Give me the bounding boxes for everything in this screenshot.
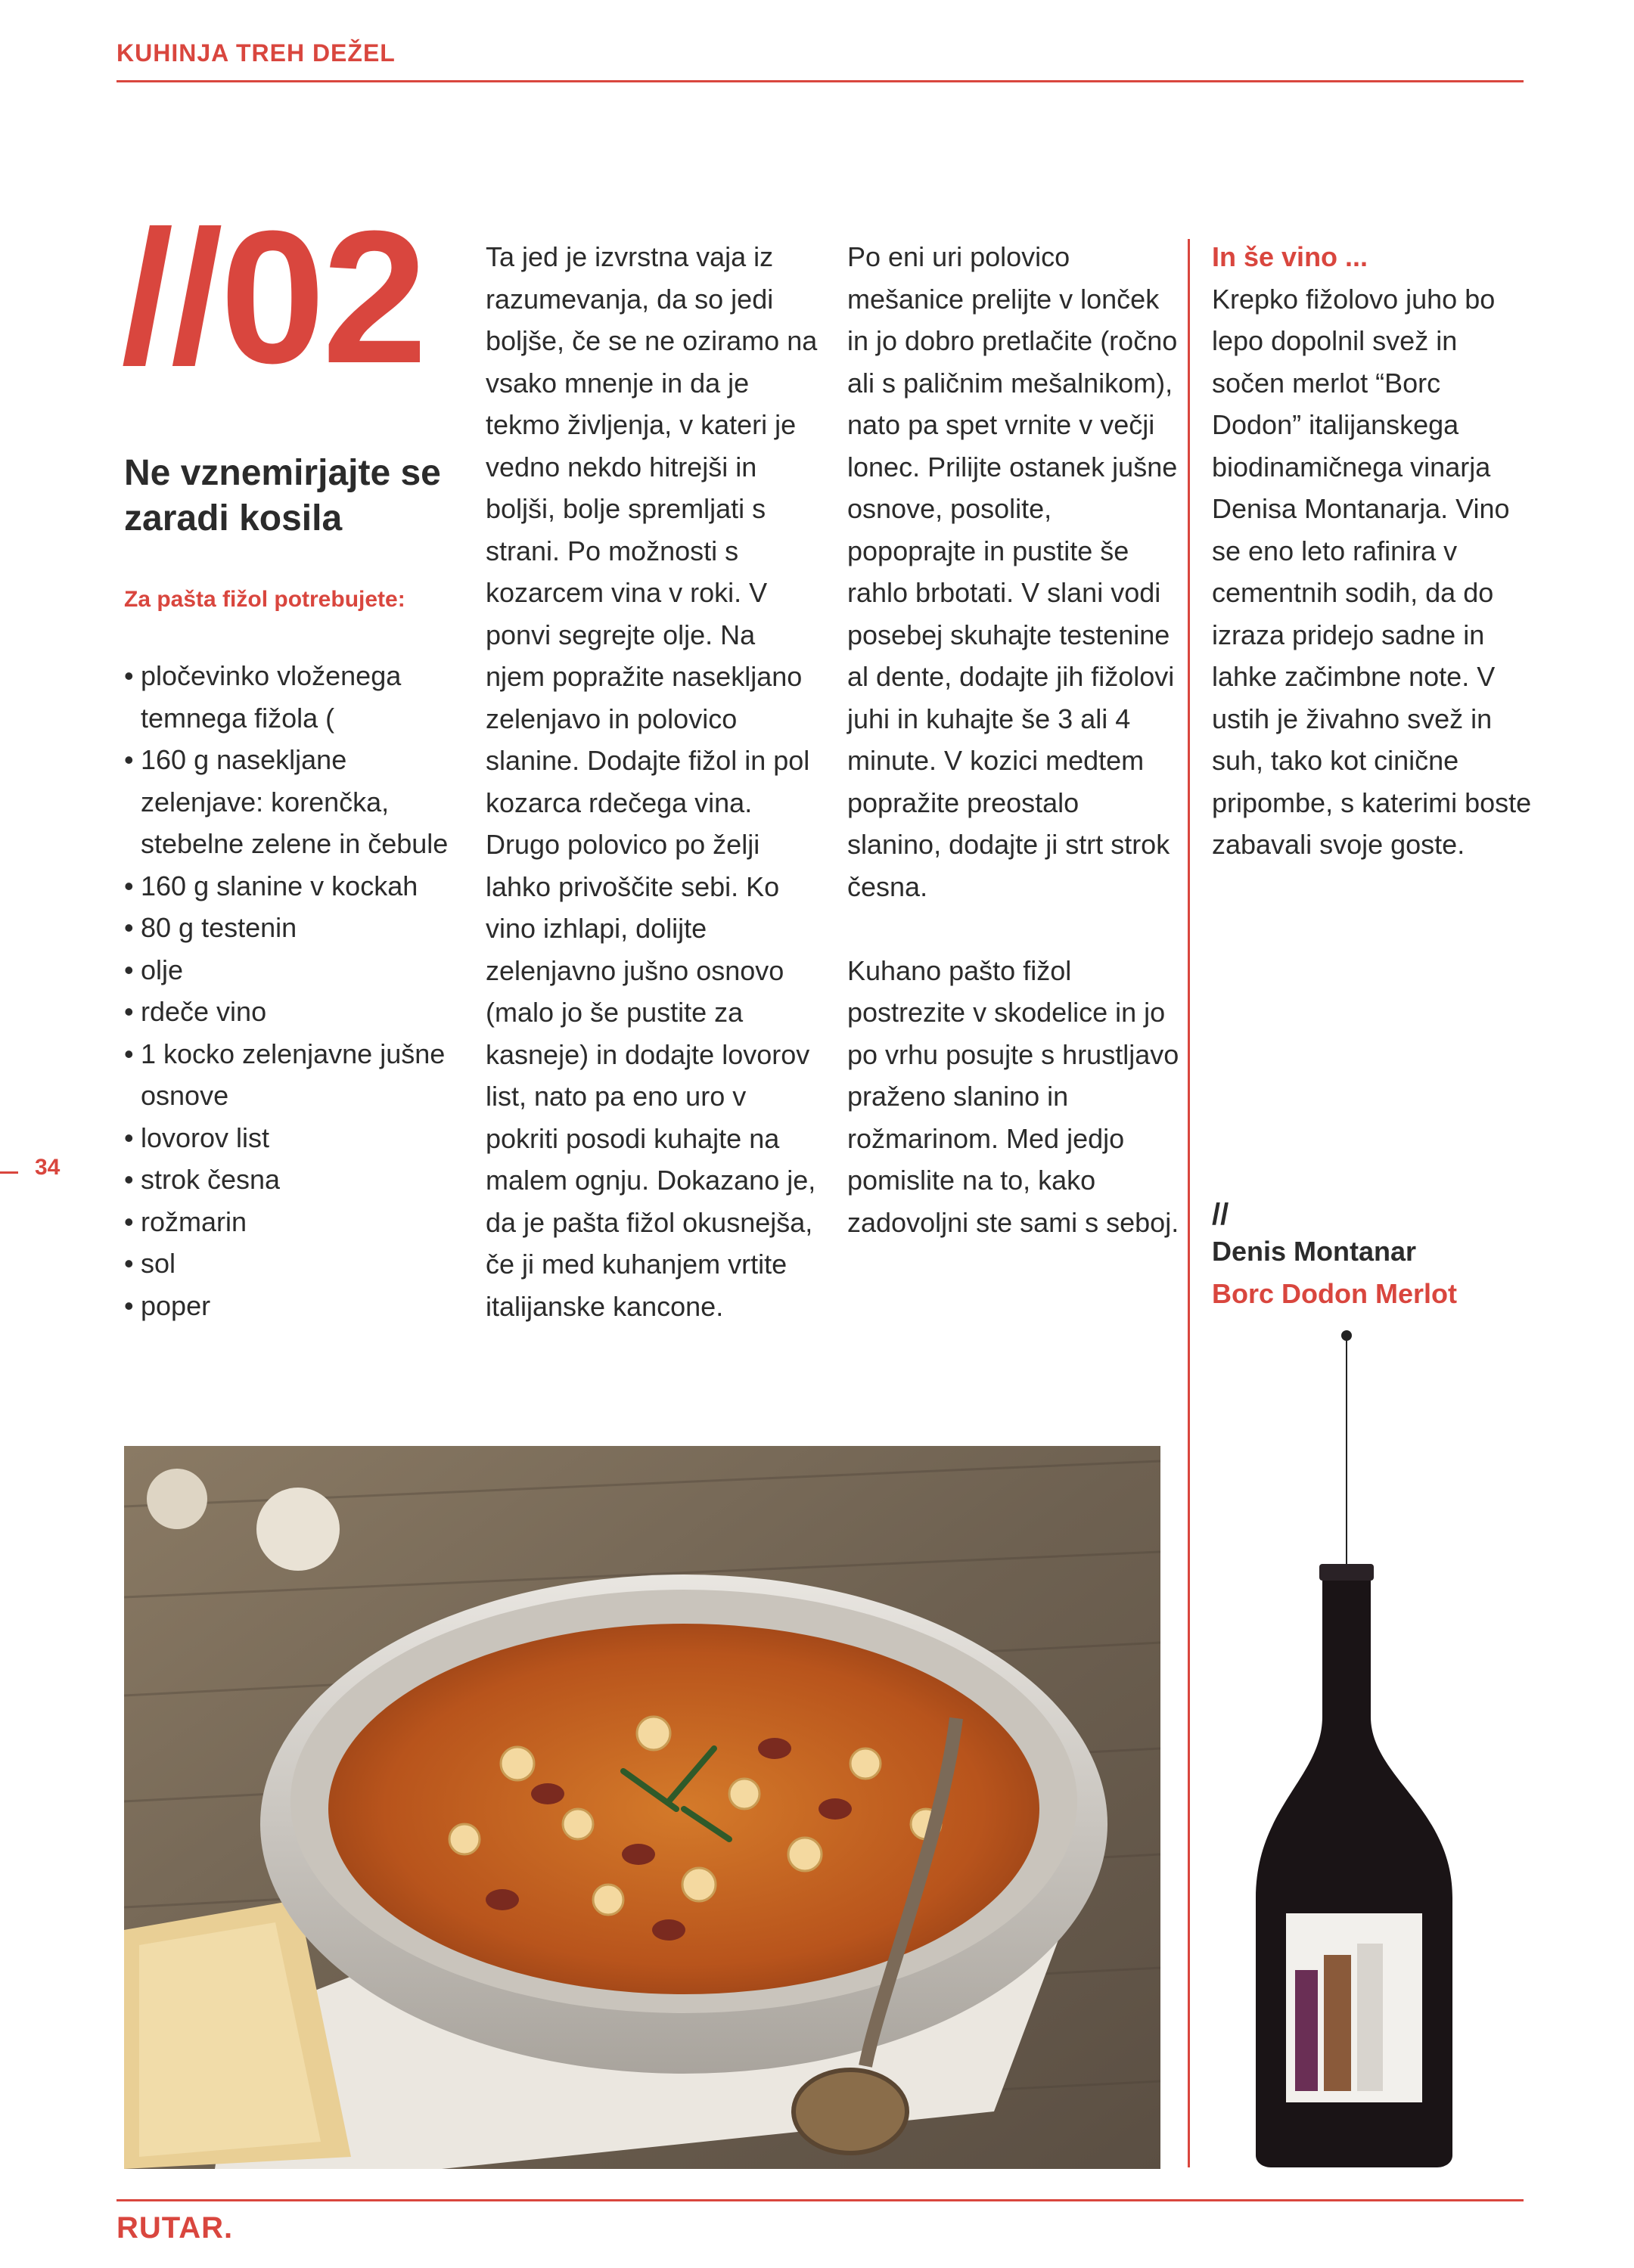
wine-maker: Denis Montanar [1212,1236,1417,1267]
ingredient-item: • pločevinko vloženega temnega fižola ( [124,655,457,739]
page-dash [0,1171,18,1174]
wine-description: Krepko fižolovo juho bo lepo dopolnil svež in sočen merlot “Borc Dodon” italijanskega biodinamičnega vinarja Denisa Montanarja. Vino se eno leto rafinira v cementnih sodih, da do izraza pridejo sadne in lahke začimbne note. V ustih je živahno svež in suh, tako kot cinične pripombe, s katerimi boste zabavali svoje goste. [1212,283,1532,860]
ingredient-item: • olje [124,949,457,991]
ingredient-item: • 1 kocko zelenjavne jušne osnove [124,1033,457,1117]
ingredient-item: • rdeče vino [124,991,457,1033]
column-divider [1188,239,1190,2167]
ingredient-item: • lovorov list [124,1117,457,1159]
body-column-2 [847,236,1180,1243]
body-paragraph: Ta jed je izvrstna vaja iz razumevanja, da so jedi boljše, če se ne oziramo na vsako mnenje in da je tekmo življenja, v kateri je vedno nekdo hitrejši in boljši, bolje spremljati s strani. Po možnosti s kozarcem vina v roki. V ponvi segrejte olje. Na njem popražite nasekljano zelenjavo in polovico slanine. Dodajte fižol in pol kozarca rdečega vina. Drugo polovico po želji lahko privoščite sebi. Ko vino izhlapi, dolijte zelenjavno jušno osnovo (malo jo še pustite za kasneje) in dodajte lovorov list, nato pa eno uro v pokriti posodi kuhajte na malem ognju. Dokazano je, da je pašta fižol okusnejša, če ji med kuhanjem vrtite italijanske kancone. [486,241,818,1322]
footer-rule [116,2199,1524,2201]
soup-photo [124,1446,1160,2169]
ingredient-item: • rožmarin [124,1201,457,1243]
recipe-title: Ne vznemirjajte se zaradi kosila [124,453,441,538]
ingredients-heading: Za pašta fižol potrebujete: [124,587,405,612]
body-paragraph: Kuhano pašto fižol postrezite v skodelice in jo po vrhu posujte s hrustljavo praženo slanino in rožmarinom. Med jedjo pomislite na to, kako zadovoljni ste sami s seboj. [847,954,1179,1238]
page-number: 34 [35,1155,61,1180]
ingredient-item: • poper [124,1285,457,1327]
publisher-logo: RUTAR. [116,2211,234,2245]
wine-heading: In še vino ... [1212,241,1368,272]
ingredients-list [124,655,457,1326]
ingredient-item: • 80 g testenin [124,907,457,949]
body-paragraph: Po eni uri polovico mešanice prelijte v lonček in jo dobro pretlačite (ročno ali s paličnim mešalnikom), nato pa spet vrnite v večji lonec. Prilijte ostanek jušne osnove, posolite, popoprajte in pustite še rahlo brbotati. V slani vodi posebej skuhajte testenine al dente, dodajte jih fižolovi juhi in kuhajte še 3 ali 4 minute. V kozici medtem popražite preostalo slanino, dodajte ji strt strok česna. [847,241,1178,902]
recipe-number: //02 [121,191,424,402]
wine-name: Borc Dodon Merlot [1212,1278,1457,1309]
ingredient-item: • strok česna [124,1159,457,1201]
body-column-1 [486,236,819,1327]
signature-mark: // [1212,1198,1229,1231]
ingredient-item: • 160 g slanine v kockah [124,865,457,908]
wine-bottle-image [1241,1323,1468,2167]
header-rule [116,80,1524,82]
header-title: KUHINJA TREH DEŽEL [116,39,396,67]
wine-column [1212,236,1537,866]
ingredient-item: • 160 g nasekljane zelenjave: korenčka, stebelne zelene in čebule [124,739,457,865]
ingredient-item: • sol [124,1243,457,1285]
